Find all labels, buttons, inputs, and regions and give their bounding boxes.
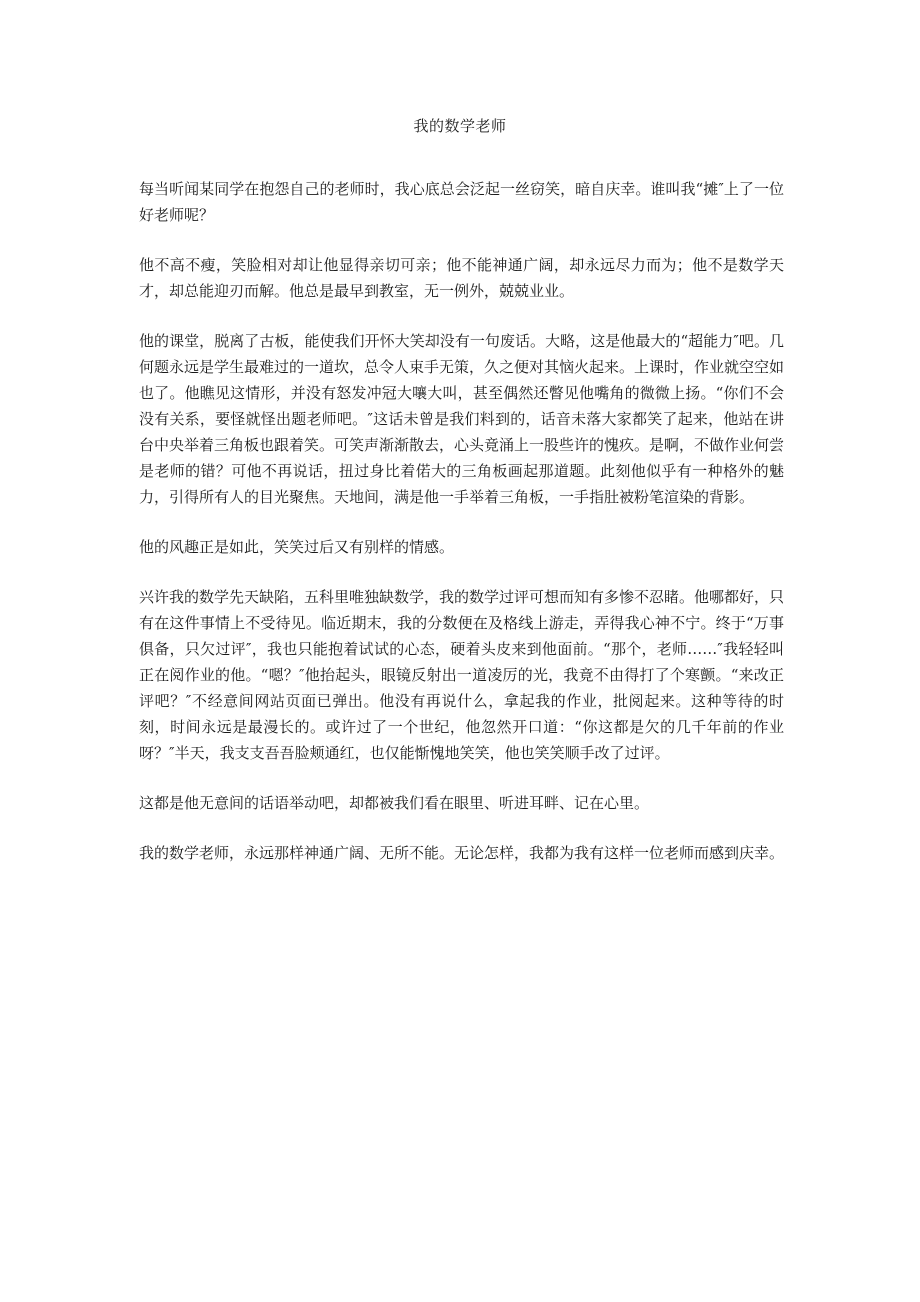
paragraph-6: 这都是他无意间的话语举动吧，却都被我们看在眼里、听进耳畔、记在心里。 xyxy=(139,794,650,812)
document-title: 我的数学老师 xyxy=(413,117,507,135)
paragraph-4: 他的风趣正是如此，笑笑过后又有别样的情感。 xyxy=(139,538,455,556)
paragraph-5: 兴许我的数学先天缺陷，五科里唯独缺数学，我的数学过评可想而知有多惨不忍睹。他哪都好，只有在这件事情上不受待见。临近期末，我的分数便在及格线上游走，弄得我心神不宁。终于“万事俱备，只欠过评″，我也只能抱着试试的心态，硬着头皮来到他面前。“那个，老师……″我轻轻叫正在阅作业的他。“嗯？″他抬起头，眼镜反射出一道凌厉的光，我竟不由得打了个寒颤。“来改正评吧？″不经意间网站页面已弹出。他没有再说什么，拿起我的作业，批阅起来。这种等待的时刻，时间永远是最漫长的。或许过了一个世纪，他忽然开口道：“你这都是欠的几千年前的作业呀？″半天，我支支吾吾脸颊通红，也仅能惭愧地笑笑，他也笑笑顺手改了过评。 xyxy=(139,588,785,762)
paragraph-2: 他不高不瘦，笑脸相对却让他显得亲切可亲；他不能神通广阔，却永远尽力而为；他不是数学天才，却总能迎刃而解。他总是最早到教室，无一例外，兢兢业业。 xyxy=(139,256,784,300)
document-body xyxy=(139,176,784,890)
paragraph-7: 我的数学老师，永远那样神通广阔、无所不能。无论怎样，我都为我有这样一位老师而感到庆幸。 xyxy=(139,844,785,862)
paragraph-1: 每当听闻某同学在抱怨自己的老师时，我心底总会泛起一丝窃笑，暗自庆幸。谁叫我“摊″上了一位好老师呢？ xyxy=(139,180,784,224)
paragraph-3: 他的课堂，脱离了古板，能使我们开怀大笑却没有一句废话。大略，这是他最大的“超能力″吧。几何题永远是学生最难过的一道坎，总令人束手无策，久之便对其恼火起来。上课时，作业就空空如也了。他瞧见这情形，并没有怒发冲冠大嚷大叫，甚至偶然还瞥见他嘴角的微微上扬。“你们不会没有关系，要怪就怪出题老师吧。″这话未曾是我们料到的，话音未落大家都笑了起来，他站在讲台中央举着三角板也跟着笑。可笑声渐渐散去，心头竟涌上一股些许的愧疚。是啊，不做作业何尝是老师的错？可他不再说话，扭过身比着偌大的三角板画起那道题。此刻他似乎有一种格外的魅力，引得所有人的目光聚焦。天地间，满是他一手举着三角板，一手指肚被粉笔渲染的背影。 xyxy=(139,332,785,506)
